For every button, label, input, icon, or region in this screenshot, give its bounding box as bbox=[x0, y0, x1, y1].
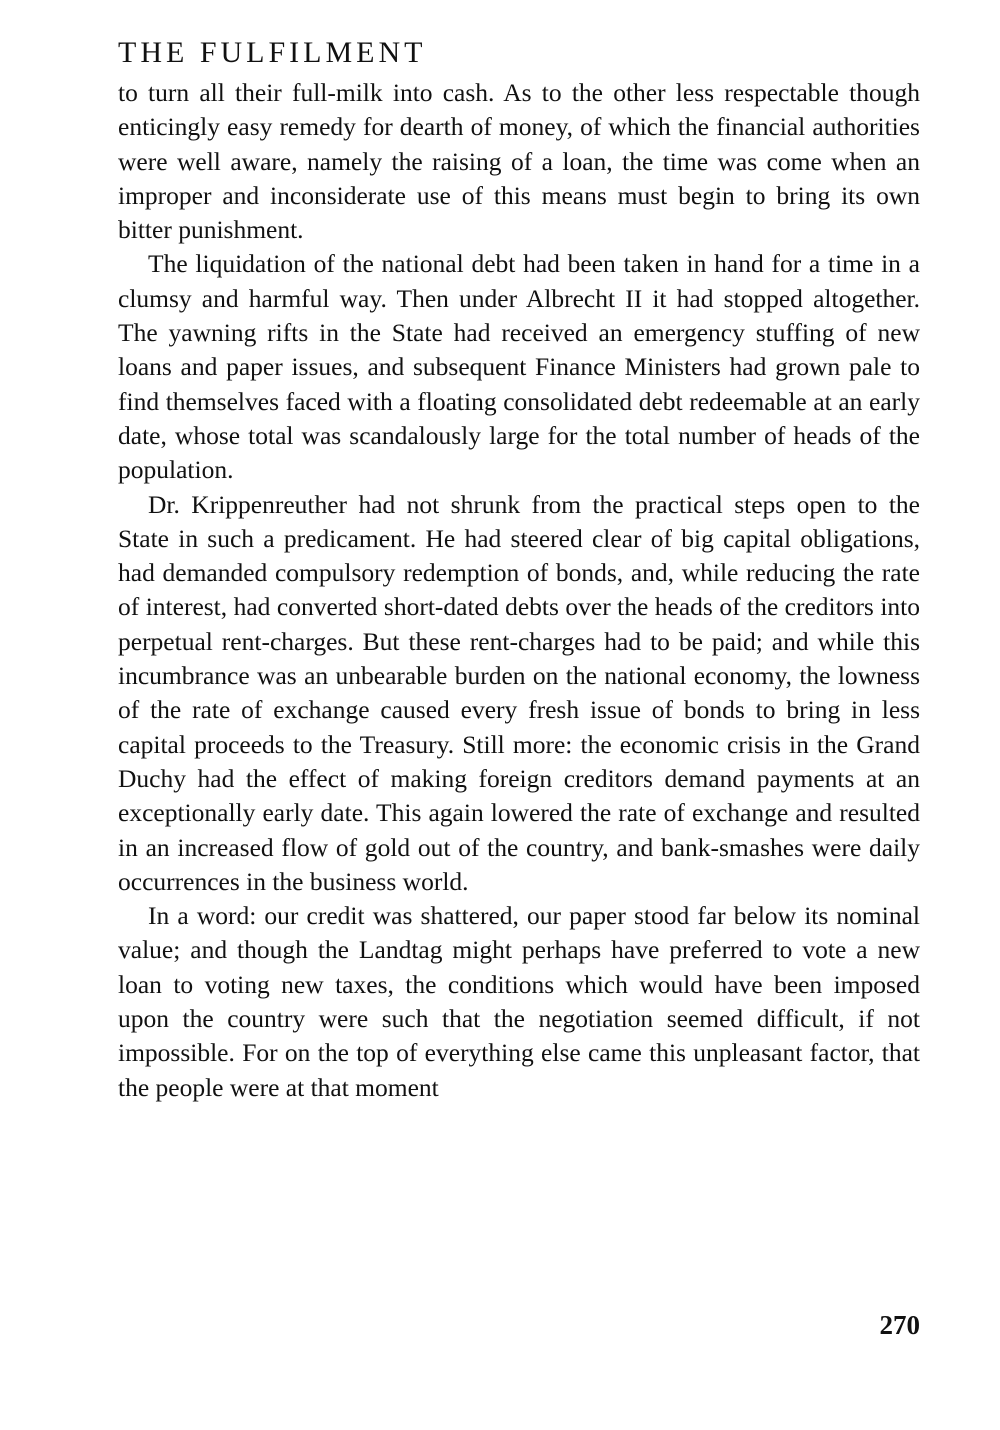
running-title: THE FULFILMENT bbox=[118, 36, 427, 69]
book-page bbox=[118, 36, 920, 1105]
page-number: 270 bbox=[879, 1310, 920, 1340]
paragraph-1: to turn all their full-milk into cash. As to the other less respectable though enticingly easy remedy for dearth of money, of which the financial authorities were well aware, namely the raising of a loan, the time was come when an improper and inconsiderate use of this means must begin to bring its own bitter punishment. bbox=[118, 78, 920, 245]
paragraph-3: Dr. Krippenreuther had not shrunk from the practical steps open to the State in such a predicament. He had steered clear of big capital obligations, had demanded compulsory redemption of bonds, and, while reducing the rate of interest, had converted short-dated debts over the heads of the creditors into perpetual rent-charges. But these rent-charges had to be paid; and while this incumbrance was an unbearable burden on the national economy, the lowness of the rate of exchange caused every fresh issue of bonds to bring in less capital proceeds to the Treasury. Still more: the economic crisis in the Grand Duchy had the effect of making foreign creditors demand payments at an exceptionally early date. This again lowered the rate of exchange and resulted in an increased flow of gold out of the country, and bank-smashes were daily occurrences in the business world. bbox=[118, 489, 920, 896]
paragraph-4: In a word: our credit was shattered, our paper stood far below its nominal value; and though the Landtag might perhaps have preferred to vote a new loan to voting new taxes, the conditions which would have been imposed upon the country were such that the negotiation seemed difficult, if not impossible. For on the top of everything else came this unpleasant factor, that the people were at that moment bbox=[118, 901, 920, 1102]
paragraph-2: The liquidation of the national debt had been taken in hand for a time in a clumsy and harmful way. Then under Albrecht II it had stopped altogether. The yawning rifts in the State had received an emergency stuffing of new loans and paper issues, and subsequent Finance Ministers had grown pale to find themselves faced with a floating consolidated debt redeemable at an early date, whose total was scandalously large for the total number of heads of the population. bbox=[118, 249, 920, 485]
